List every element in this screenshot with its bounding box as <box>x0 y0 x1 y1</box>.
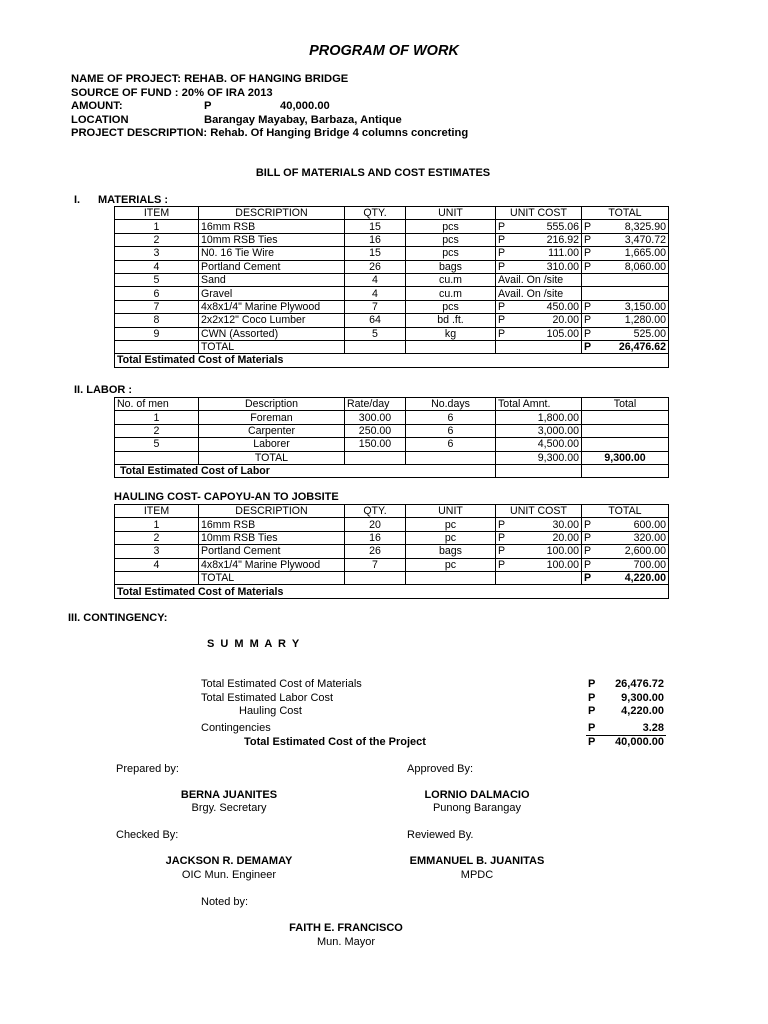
currency-symbol: P <box>498 327 506 340</box>
noted-by-name: FAITH E. FRANCISCO <box>289 922 403 934</box>
summary-materials-label: Total Estimated Cost of Materials <box>201 678 362 690</box>
item-number: 5 <box>115 273 199 286</box>
labor-total-cell <box>582 438 669 451</box>
table-row <box>115 558 669 571</box>
project-name-line <box>71 73 348 86</box>
currency-symbol: P <box>584 518 592 531</box>
item-number: 7 <box>115 300 199 313</box>
labor-days: 6 <box>406 438 496 451</box>
item-quantity: 7 <box>345 558 406 571</box>
item-description: Sand <box>199 273 345 286</box>
currency-symbol: P <box>584 314 592 327</box>
item-number: 8 <box>115 314 199 327</box>
summary-project-amount <box>588 736 664 748</box>
materials-total-value: 26,476.62 <box>618 341 666 354</box>
summary-hauling-value: 4,220.00 <box>621 705 664 717</box>
item-description: 10mm RSB Ties <box>199 233 345 246</box>
labor-total-amount: 9,300.00 <box>496 451 582 464</box>
item-unit-cost <box>496 314 582 327</box>
item-unit-cost-value: 30.00 <box>552 518 579 531</box>
currency-symbol: P <box>584 327 592 340</box>
labor-footer-label: Total Estimated Cost of Labor <box>115 464 496 477</box>
labor-men: 2 <box>115 424 199 437</box>
item-unit-cost <box>496 558 582 571</box>
hauling-total-value: 4,220.00 <box>624 572 666 585</box>
item-unit: bags <box>406 545 496 558</box>
project-description-label: PROJECT DESCRIPTION: <box>71 127 208 139</box>
column-header: Description <box>199 398 345 411</box>
currency-symbol: P <box>584 545 592 558</box>
summary-contingency-value: 3.28 <box>642 722 664 734</box>
item-unit-cost <box>496 545 582 558</box>
item-description: Portland Cement <box>199 545 345 558</box>
item-quantity: 16 <box>345 233 406 246</box>
currency-symbol: P <box>498 558 506 571</box>
column-header: ITEM <box>115 207 199 220</box>
prepared-by-position: Brgy. Secretary <box>191 802 267 814</box>
labor-section-label: II. LABOR : <box>74 384 133 396</box>
summary-contingency-amount <box>588 722 664 734</box>
item-unit-cost-value: 100.00 <box>546 558 579 571</box>
table-row <box>115 438 669 451</box>
item-unit-cost <box>496 518 582 531</box>
column-header: DESCRIPTION <box>199 207 345 220</box>
hauling-footer-label: Total Estimated Cost of Materials <box>115 585 406 598</box>
item-description: Gravel <box>199 287 345 300</box>
item-total <box>582 287 669 300</box>
labor-amount: 3,000.00 <box>496 424 582 437</box>
item-unit-cost-value: 105.00 <box>546 327 579 340</box>
item-total <box>582 531 669 544</box>
item-unit-cost: Avail. On /site <box>496 287 582 300</box>
labor-men: 5 <box>115 438 199 451</box>
hauling-table <box>114 504 669 599</box>
currency-symbol: P <box>498 300 506 313</box>
item-number: 4 <box>115 558 199 571</box>
item-quantity: 16 <box>345 531 406 544</box>
currency-symbol: P <box>498 260 506 273</box>
checked-by-name: JACKSON R. DEMAMAY <box>165 855 293 867</box>
noted-by-position: Mun. Mayor <box>316 936 376 948</box>
item-total-value: 3,470.72 <box>624 233 666 246</box>
source-of-fund-value: 20% OF IRA 2013 <box>181 86 273 99</box>
item-total-value: 700.00 <box>633 558 666 571</box>
materials-footer-row <box>115 354 669 367</box>
currency-symbol: P <box>588 678 596 690</box>
item-description: N0. 16 Tie Wire <box>199 247 345 260</box>
materials-table <box>114 206 669 368</box>
item-quantity: 4 <box>345 273 406 286</box>
summary-project-label: Total Estimated Cost of the Project <box>244 736 426 748</box>
item-unit-cost-value: 100.00 <box>546 545 579 558</box>
summary-labor-value: 9,300.00 <box>621 692 664 704</box>
item-unit: pc <box>406 531 496 544</box>
source-of-fund-label: SOURCE OF FUND : <box>71 86 179 99</box>
column-header: Total Amnt. <box>496 398 582 411</box>
hauling-total-row <box>115 571 669 584</box>
summary-contingency-label: Contingencies <box>201 722 271 734</box>
currency-symbol: P <box>584 531 592 544</box>
labor-total-row <box>115 451 669 464</box>
item-unit: pcs <box>406 300 496 313</box>
table-row <box>115 314 669 327</box>
amount-value: 40,000.00 <box>280 100 330 112</box>
column-header: TOTAL <box>582 505 669 518</box>
table-row <box>115 518 669 531</box>
labor-header-row <box>115 398 669 411</box>
table-row <box>115 531 669 544</box>
item-description: CWN (Assorted) <box>199 327 345 340</box>
item-total <box>582 220 669 233</box>
materials-total-row <box>115 340 669 353</box>
item-quantity: 5 <box>345 327 406 340</box>
reviewed-by-position: MPDC <box>460 869 494 881</box>
item-unit-cost: Avail. On /site <box>496 273 582 286</box>
summary-materials-amount <box>588 678 664 690</box>
approved-by-name: LORNIO DALMACIO <box>424 789 530 801</box>
item-total <box>582 300 669 313</box>
item-unit-cost-value: 555.06 <box>546 220 579 233</box>
currency-symbol: P <box>588 705 596 717</box>
item-quantity: 15 <box>345 247 406 260</box>
labor-amount: 4,500.00 <box>496 438 582 451</box>
column-header: UNIT <box>406 505 496 518</box>
source-of-fund-line <box>71 87 273 100</box>
item-total-value: 3,150.00 <box>624 300 666 313</box>
amount-currency: P <box>204 100 212 112</box>
reviewed-by-name: EMMANUEL B. JUANITAS <box>409 855 545 867</box>
item-total-value: 2,600.00 <box>624 545 666 558</box>
item-unit-cost <box>496 260 582 273</box>
table-row <box>115 247 669 260</box>
column-header: UNIT COST <box>496 207 582 220</box>
reviewed-by-label: Reviewed By. <box>407 829 474 841</box>
item-unit-cost <box>496 233 582 246</box>
item-description: Portland Cement <box>199 260 345 273</box>
item-total <box>582 327 669 340</box>
currency-symbol: P <box>498 314 506 327</box>
summary-title: S U M M A R Y <box>207 638 301 650</box>
item-number: 4 <box>115 260 199 273</box>
item-unit-cost-value: 20.00 <box>552 314 579 327</box>
currency-symbol: P <box>584 220 592 233</box>
item-number: 9 <box>115 327 199 340</box>
item-unit-cost <box>496 220 582 233</box>
item-unit: kg <box>406 327 496 340</box>
item-quantity: 26 <box>345 545 406 558</box>
table-row <box>115 233 669 246</box>
summary-labor-amount <box>588 692 664 704</box>
currency-symbol: P <box>584 558 592 571</box>
prepared-by-label: Prepared by: <box>116 763 179 775</box>
item-unit-cost <box>496 300 582 313</box>
table-row <box>115 424 669 437</box>
table-row <box>115 220 669 233</box>
labor-amount: 1,800.00 <box>496 411 582 424</box>
summary-labor-label: Total Estimated Labor Cost <box>201 692 334 704</box>
labor-total-value: 9,300.00 <box>582 451 669 464</box>
currency-symbol: P <box>498 545 506 558</box>
item-unit: pc <box>406 558 496 571</box>
item-unit-cost-value: 216.92 <box>546 233 579 246</box>
item-total-value: 8,325.90 <box>624 220 666 233</box>
labor-table <box>114 397 669 478</box>
item-number: 6 <box>115 287 199 300</box>
location-value: Barangay Mayabay, Barbaza, Antique <box>204 113 402 126</box>
prepared-by-name: BERNA JUANITES <box>180 789 278 801</box>
item-total <box>582 233 669 246</box>
hauling-footer-row <box>115 585 669 598</box>
item-unit-cost-value: 111.00 <box>548 247 579 260</box>
labor-rate: 300.00 <box>345 411 406 424</box>
item-total <box>582 545 669 558</box>
labor-men: 1 <box>115 411 199 424</box>
currency-symbol: P <box>498 247 506 260</box>
item-total-value: 320.00 <box>633 531 666 544</box>
item-quantity: 20 <box>345 518 406 531</box>
labor-description: Foreman <box>199 411 345 424</box>
column-header: TOTAL <box>582 207 669 220</box>
contingency-section-label: III. CONTINGENCY: <box>68 612 168 624</box>
item-number: 1 <box>115 220 199 233</box>
table-row <box>115 287 669 300</box>
item-unit: cu.m <box>406 273 496 286</box>
labor-rate: 150.00 <box>345 438 406 451</box>
currency-symbol: P <box>498 531 506 544</box>
table-row <box>115 411 669 424</box>
item-unit: pcs <box>406 233 496 246</box>
approved-by-label: Approved By: <box>407 763 474 775</box>
labor-days: 6 <box>406 424 496 437</box>
item-total <box>582 260 669 273</box>
item-total <box>582 558 669 571</box>
labor-total-cell <box>582 424 669 437</box>
item-description: 10mm RSB Ties <box>199 531 345 544</box>
column-header: QTY. <box>345 505 406 518</box>
hauling-total-label: TOTAL <box>199 571 345 584</box>
materials-header-row <box>115 207 669 220</box>
column-header: Total <box>582 398 669 411</box>
table-row <box>115 273 669 286</box>
labor-description: Laborer <box>199 438 345 451</box>
summary-materials-value: 26,476.72 <box>615 678 664 690</box>
item-unit: bags <box>406 260 496 273</box>
item-unit: bd .ft. <box>406 314 496 327</box>
project-name-value: REHAB. OF HANGING BRIDGE <box>184 73 349 85</box>
column-header: Rate/day <box>345 398 406 411</box>
item-unit: pcs <box>406 220 496 233</box>
item-quantity: 64 <box>345 314 406 327</box>
summary-project-value: 40,000.00 <box>615 736 664 748</box>
currency-symbol: P <box>584 300 592 313</box>
amount-line <box>71 100 123 113</box>
table-row <box>115 545 669 558</box>
item-total <box>582 518 669 531</box>
materials-section-number: I. <box>74 194 81 206</box>
item-quantity: 26 <box>345 260 406 273</box>
item-unit: pc <box>406 518 496 531</box>
location-label: LOCATION <box>71 113 129 126</box>
summary-hauling-amount <box>588 705 664 717</box>
item-number: 3 <box>115 545 199 558</box>
item-total-value: 1,665.00 <box>624 247 666 260</box>
item-description: 16mm RSB <box>199 518 345 531</box>
checked-by-position: OIC Mun. Engineer <box>181 869 277 881</box>
project-description-line <box>71 127 468 140</box>
currency-symbol: P <box>498 233 506 246</box>
currency-symbol: P <box>498 518 506 531</box>
item-unit-cost <box>496 531 582 544</box>
labor-rate: 250.00 <box>345 424 406 437</box>
project-name-label: NAME OF PROJECT: <box>71 73 182 85</box>
hauling-section-label: HAULING COST- CAPOYU-AN TO JOBSITE <box>114 491 339 503</box>
labor-total-cell <box>582 411 669 424</box>
item-description: 16mm RSB <box>199 220 345 233</box>
labor-total-label: TOTAL <box>199 451 345 464</box>
materials-section-label: MATERIALS : <box>98 194 169 206</box>
item-total-value: 1,280.00 <box>624 314 666 327</box>
labor-description: Carpenter <box>199 424 345 437</box>
checked-by-label: Checked By: <box>116 829 179 841</box>
bill-title: BILL OF MATERIALS AND COST ESTIMATES <box>255 167 491 179</box>
currency-symbol: P <box>584 247 592 260</box>
page-title: PROGRAM OF WORK <box>309 43 459 59</box>
item-unit-cost <box>496 247 582 260</box>
item-unit-cost-value: 450.00 <box>546 300 579 313</box>
column-header: ITEM <box>115 505 199 518</box>
labor-days: 6 <box>406 411 496 424</box>
column-header: UNIT <box>406 207 496 220</box>
currency-symbol: P <box>584 341 592 354</box>
item-quantity: 4 <box>345 287 406 300</box>
item-total-value: 8,060.00 <box>624 260 666 273</box>
table-row <box>115 327 669 340</box>
column-header: No. of men <box>115 398 199 411</box>
currency-symbol: P <box>584 572 592 585</box>
table-row <box>115 260 669 273</box>
item-total-value: 600.00 <box>633 518 666 531</box>
column-header: No.days <box>406 398 496 411</box>
column-header: UNIT COST <box>496 505 582 518</box>
summary-hauling-label: Hauling Cost <box>239 705 302 717</box>
item-unit-cost-value: 310.00 <box>546 260 579 273</box>
item-quantity: 7 <box>345 300 406 313</box>
item-unit-cost <box>496 327 582 340</box>
item-quantity: 15 <box>345 220 406 233</box>
item-total <box>582 247 669 260</box>
item-total <box>582 314 669 327</box>
item-number: 1 <box>115 518 199 531</box>
currency-symbol: P <box>584 233 592 246</box>
hauling-header-row <box>115 505 669 518</box>
item-description: 4x8x1/4" Marine Plywood <box>199 558 345 571</box>
project-description-value: Rehab. Of Hanging Bridge 4 columns concreting <box>210 127 469 139</box>
item-unit: cu.m <box>406 287 496 300</box>
materials-total-label: TOTAL <box>199 340 345 353</box>
currency-symbol: P <box>588 692 596 704</box>
currency-symbol: P <box>588 736 596 748</box>
item-unit: pcs <box>406 247 496 260</box>
item-total-value: 525.00 <box>633 327 666 340</box>
currency-symbol: P <box>498 220 506 233</box>
currency-symbol: P <box>584 260 592 273</box>
column-header: QTY. <box>345 207 406 220</box>
amount-label: AMOUNT: <box>71 100 123 112</box>
noted-by-label: Noted by: <box>201 896 249 908</box>
item-unit-cost-value: 20.00 <box>552 531 579 544</box>
table-row <box>115 300 669 313</box>
item-number: 3 <box>115 247 199 260</box>
item-description: 4x8x1/4" Marine Plywood <box>199 300 345 313</box>
item-description: 2x2x12" Coco Lumber <box>199 314 345 327</box>
item-number: 2 <box>115 531 199 544</box>
approved-by-position: Punong Barangay <box>432 802 522 814</box>
materials-footer-label: Total Estimated Cost of Materials <box>115 354 406 367</box>
currency-symbol: P <box>588 722 596 734</box>
item-number: 2 <box>115 233 199 246</box>
column-header: DESCRIPTION <box>199 505 345 518</box>
labor-footer-row <box>115 464 669 477</box>
item-total <box>582 273 669 286</box>
